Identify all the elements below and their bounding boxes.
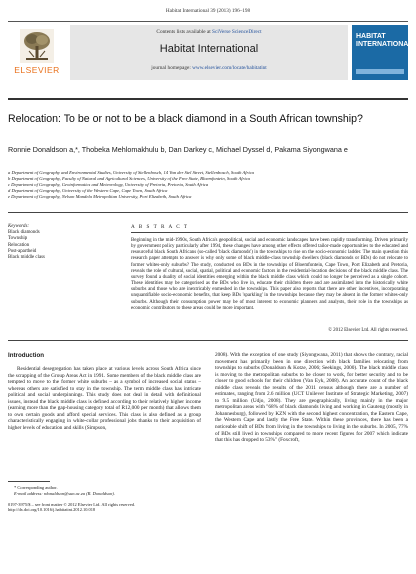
affiliation-item: e Department of Geography, Nelson Mandela Metropolitan University, Port Elizabeth, South Africa xyxy=(8,194,192,199)
intro-paragraph: Residential desegregation has taken place at various levels across South Africa since the scrapping of the Group Areas Act in 1991. Some members of the black middle class are tempted to move to the former white suburbs – as a symbol of increased social status – whereas others are satisfied to stay in the township. The term middle class has intricate political and social underpinnings. This study does not deal in detail with definitional issues, instead the black middle class is defined according to their relatively higher income (earning more than the gap-housing category total of R12,000 per month) that allows them to own certain goods and afford special services. This class is also defined as a group characteristically engaging in white-collar professional jobs thanks to their acquisition of higher levels of education and skills (Simpson, xyxy=(8,366,201,431)
abstract-heading: A B S T R A C T xyxy=(131,224,189,230)
corresponding-author-note: * Corresponding author. xyxy=(14,485,58,490)
intro-paragraph-continued: 2008). With the exception of one study (Siyongwana, 2011) that shows the contrary, racial movement has primarily been in one direction with black families relocating from townships to suburbs (Donaldson & Kotze, 2006; Seekings, 2000). The black middle class is moving to the metropolitan suburbs to be closer to work, for better security and to be closer to good schools for their children (Van Eyk, 2008). An accurate count of the black middle class reveals the results of the 2011 census although there are a number of estimates, ranging from 2.6 million (UCT Unilever Institute of Strategic Marketing, 2007) to 9.5 million (Udjo, 2008). They are geographically, living mainly in the major metropolitan areas with "68% of black diamonds living and working in Gauteng (mostly in Johannesburg), followed by KZN with the second highest concentration, the Eastern Cape, the Western Cape and lastly the Free State. Within these provinces, there has been a noticeable shift of BDs from living in the townships to living in the suburbs. In 2005, 77% of BDs still lived in townships compared to more recent figures for 2007 which indicate that this has dropped to 53%" (Foxcroft, xyxy=(215,352,408,444)
header-top-rule xyxy=(8,21,408,22)
keyword-item: Relocation xyxy=(8,242,30,248)
journal-banner xyxy=(70,25,348,80)
body-divider xyxy=(8,340,408,341)
introduction-heading: Introduction xyxy=(8,352,45,359)
contents-prefix: Contents lists available at xyxy=(156,29,213,35)
footer-metadata xyxy=(8,502,201,513)
keyword-item: Black middle class xyxy=(8,255,45,261)
cover-title: HABITAT INTERNATIONAL xyxy=(356,33,413,48)
publisher-logo[interactable] xyxy=(8,27,66,77)
footnote xyxy=(8,485,201,496)
info-divider xyxy=(8,212,408,213)
affiliation-item: c Department of Geography, Geoinformatics and Meteorology, University of Pretoria, Pretoria, South Africa xyxy=(8,182,209,187)
publisher-name: ELSEVIER xyxy=(14,65,60,75)
author-list: Ronnie Donaldson a,*, Thobeka Mehlomakhulu b, Dan Darkey c, Michael Dyssel d, Pakama Siyongwana e xyxy=(8,145,348,154)
sciencedirect-link[interactable]: SciVerse ScienceDirect xyxy=(212,29,262,35)
abstract-rule xyxy=(131,232,408,233)
issn-line: 0197-3975/$ – see front matter © 2012 Elsevier Ltd. All rights reserved. xyxy=(8,502,136,507)
abstract-body: Beginning in the mid-1990s, South Africa's geopolitical, social and economic landscapes have been rapidly transforming. Driven primarily by government policy particularly after 1994, these changes have among other effects offered tailor-made opportunities to the educated and resourceful black South Africans (so-called 'black diamonds') in the townships to rise on the socio-economic ladder. The main question this research paper attempts to answer is why only some of black middle-class township dwellers (black diamonds or BDs) do not relocate to former whites-only suburbs? The study, conducted on BDs in the townships of Bloemfontein, Cape Town, Port Elizabeth and Pretoria, reveals the role of cultural, social, spatial, political and economic factors in the residential-location decisions of the black middle class. The survey found a duality of social identities emerging within the black middle class which could no longer be perceived as a single cohort. These identities may be categorised as the BDs who live in, educate their children there and are assimilated into the historically white suburbs and those who are inextricably enmeshed in the townships. This paper also reports that there are other incentives, incorporating unquantifiable socio-economic benefits, that keep BDs 'sparkling' in the townships because they may be absent in the former whites-only suburbs. Although their consumption power may be of most interest to economic planners and analysts, their role in the townships as economic contributors to these areas could be more important. xyxy=(131,238,408,311)
masthead xyxy=(8,25,413,80)
article-title: Relocation: To be or not to be a black diamond in a South African township? xyxy=(8,113,363,125)
homepage-link[interactable]: www.elsevier.com/locate/habitatint xyxy=(192,65,267,71)
keyword-item: Post-apartheid xyxy=(8,248,37,254)
doi-link[interactable]: http://dx.doi.org/10.1016/j.habitatint.2012.10.018 xyxy=(8,507,96,513)
cover-decoration xyxy=(356,69,404,74)
keyword-item: Township xyxy=(8,236,28,242)
author-email[interactable]: E-mail address: rdonaldson@sun.ac.za (R. Donaldson). xyxy=(14,490,116,496)
keywords-label: Keywords: xyxy=(8,224,30,229)
affiliation-item: b Department of Geography, Faculty of Natural and Agricultural Sciences, University of the Free State, Bloemfontein, South Africa xyxy=(8,176,250,181)
header-bottom-rule xyxy=(8,98,408,100)
affiliations xyxy=(8,170,408,200)
keyword-item: Black diamonds xyxy=(8,230,40,236)
footnote-rule xyxy=(8,481,50,482)
journal-reference: Habitat International 39 (2013) 196–198 xyxy=(165,8,251,14)
homepage-prefix: journal homepage: xyxy=(151,65,193,71)
elsevier-tree-icon xyxy=(20,29,54,63)
affiliation-item: a Department of Geography and Environmental Studies, University of Stellenbosch, 14 Van der Stel Street, Stellenbosch, South Africa xyxy=(8,170,254,175)
body-column-left xyxy=(8,366,201,431)
contents-line xyxy=(70,29,348,35)
keywords-block xyxy=(8,224,123,261)
copyright-line: © 2012 Elsevier Ltd. All rights reserved. xyxy=(328,328,408,333)
body-column-right xyxy=(215,352,408,444)
journal-title: Habitat International xyxy=(159,43,259,55)
affiliation-item: d Department of Geography, University of the Western Cape, Cape Town, South Africa xyxy=(8,188,168,193)
journal-homepage-line xyxy=(70,65,348,71)
journal-cover-thumbnail[interactable] xyxy=(352,25,413,80)
